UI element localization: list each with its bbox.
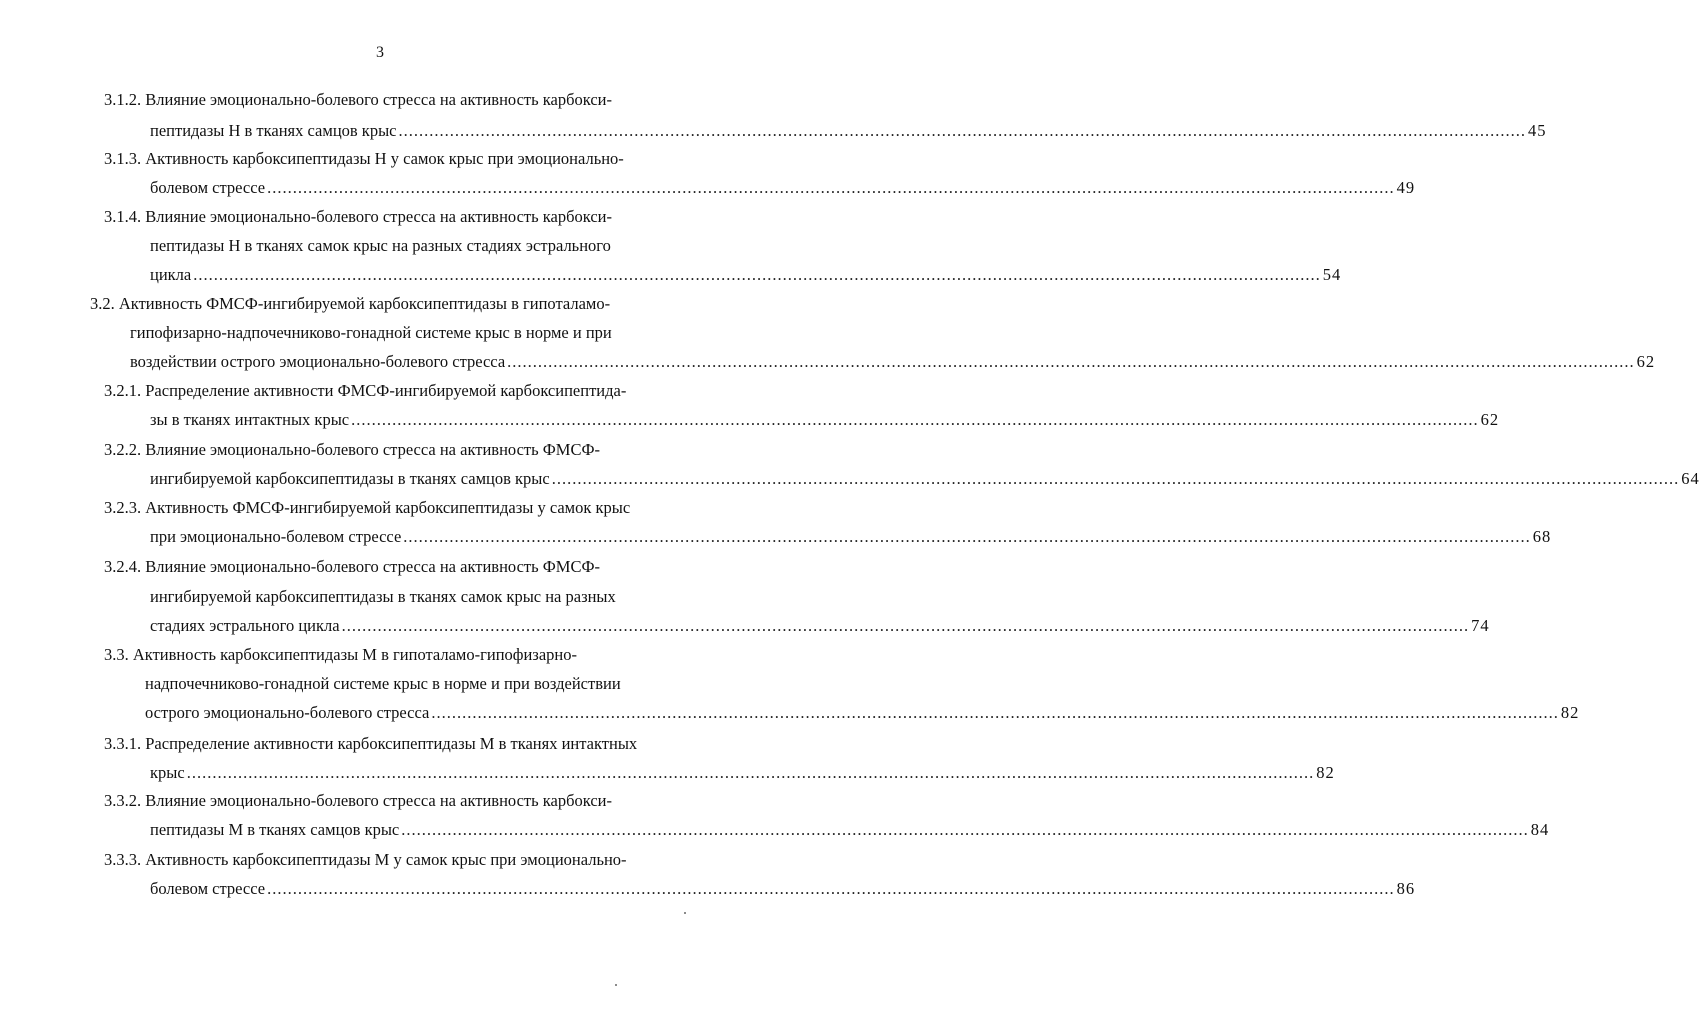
toc-entry-last-line <box>150 820 1550 840</box>
toc-entry-text: 3.1.3. Активность карбоксипептидазы Н у самок крыс при эмоционально- <box>104 149 624 168</box>
toc-entry-text: пептидазы М в тканях самцов крыс <box>150 820 400 839</box>
toc-entry-text: гипофизарно-надпочечниково-гонадной системе крыс в норме и при <box>130 323 612 342</box>
toc-entry-text: пептидазы Н в тканях самок крыс на разных стадиях эстрального <box>150 236 611 255</box>
toc-page-number: 82 <box>1560 703 1580 722</box>
toc-entry-text: надпочечниково-гонадной системе крыс в норме и при воздействии <box>145 674 621 693</box>
toc-entry-text: болевом стрессе <box>150 879 266 898</box>
toc-entry-last-line <box>150 616 1490 636</box>
toc-entry-text: 3.3.2. Влияние эмоционально-болевого стресса на активность карбокси- <box>104 791 612 810</box>
toc-page-number: 84 <box>1530 820 1550 839</box>
toc-entry-text: зы в тканях интактных крыс <box>150 410 350 429</box>
toc-entry-text: 3.3.3. Активность карбоксипептидазы М у самок крыс при эмоционально- <box>104 850 627 869</box>
toc-entry-text: воздействии острого эмоционально-болевого стресса <box>130 352 506 371</box>
scan-speck <box>684 912 686 914</box>
toc-page-number: 62 <box>1480 410 1500 429</box>
dot-leader: ............................................................................................................................................................................................................................ <box>403 527 1531 546</box>
dot-leader: ............................................................................................................................................................................................................................ <box>401 820 1529 839</box>
toc-page-number: 49 <box>1396 178 1416 197</box>
toc-page-number: 86 <box>1396 879 1416 898</box>
dot-leader: ............................................................................................................................................................................................................................ <box>351 410 1479 429</box>
dot-leader: ............................................................................................................................................................................................................................ <box>186 763 1315 782</box>
toc-entry-last-line <box>150 879 1416 899</box>
toc-page-number: 45 <box>1528 121 1547 140</box>
toc-entry-last-line <box>130 352 1656 372</box>
dot-leader: ............................................................................................................................................................................................................................ <box>431 703 1559 722</box>
dot-leader: ............................................................................................................................................................................................................................ <box>507 352 1635 371</box>
toc-entry-text: 3.2. Активность ФМСФ-ингибируемой карбоксипептидазы в гипоталамо- <box>90 294 611 313</box>
dot-leader: ............................................................................................................................................................................................................................ <box>267 879 1395 898</box>
toc-entry-last-line <box>150 763 1335 783</box>
toc-entry-last-line <box>150 178 1416 198</box>
toc-entry-text: 3.1.2. Влияние эмоционально-болевого стресса на активность карбокси- <box>104 90 612 109</box>
toc-entry-last-line <box>150 410 1500 430</box>
dot-leader: ............................................................................................................................................................................................................................ <box>267 178 1395 197</box>
page-number: 3 <box>376 44 384 61</box>
toc-page-number: 82 <box>1316 763 1335 782</box>
toc-entry-last-line <box>150 265 1342 285</box>
dot-leader: ............................................................................................................................................................................................................................ <box>398 121 1526 140</box>
toc-entry-text: 3.1.4. Влияние эмоционально-болевого стресса на активность карбокси- <box>104 207 612 226</box>
toc-entry-text: 3.2.3. Активность ФМСФ-ингибируемой карбоксипептидазы у самок крыс <box>104 498 631 517</box>
toc-page-number: 64 <box>1681 469 1700 488</box>
toc-entry-last-line <box>150 469 1700 489</box>
toc-page-number: 54 <box>1322 265 1342 284</box>
dot-leader: ............................................................................................................................................................................................................................ <box>551 469 1680 488</box>
toc-entry-text: болевом стрессе <box>150 178 266 197</box>
toc-entry-text: цикла <box>150 265 192 284</box>
toc-entry-text: стадиях эстрального цикла <box>150 616 340 635</box>
toc-entry-text: 3.3.1. Распределение активности карбоксипептидазы М в тканях интактных <box>104 734 638 753</box>
toc-page-number: 62 <box>1636 352 1656 371</box>
toc-entry-text: острого эмоционально-болевого стресса <box>145 703 430 722</box>
toc-entry-text: 3.2.4. Влияние эмоционально-болевого стресса на активность ФМСФ- <box>104 557 600 576</box>
toc-entry-last-line <box>150 527 1552 547</box>
toc-entry-text: 3.2.2. Влияние эмоционально-болевого стресса на активность ФМСФ- <box>104 440 600 459</box>
toc-entry-text: при эмоционально-болевом стрессе <box>150 527 402 546</box>
toc-entry-text: 3.2.1. Распределение активности ФМСФ-ингибируемой карбоксипептида- <box>104 381 627 400</box>
toc-page-number: 68 <box>1532 527 1552 546</box>
toc-entry-last-line <box>145 703 1580 723</box>
toc-entry-text: ингибируемой карбоксипептидазы в тканях самок крыс на разных <box>150 587 616 606</box>
toc-entry-text: ингибируемой карбоксипептидазы в тканях самцов крыс <box>150 469 550 488</box>
toc-entry-text: пептидазы Н в тканях самцов крыс <box>150 121 397 140</box>
dot-leader: ............................................................................................................................................................................................................................ <box>193 265 1321 284</box>
dot-leader: ............................................................................................................................................................................................................................ <box>341 616 1470 635</box>
toc-entry-last-line <box>150 121 1547 141</box>
toc-entry-text: крыс <box>150 763 185 782</box>
toc-page-number: 74 <box>1471 616 1490 635</box>
scan-speck <box>615 984 617 986</box>
toc-entry-text: 3.3. Активность карбоксипептидазы М в гипоталамо-гипофизарно- <box>104 645 577 664</box>
